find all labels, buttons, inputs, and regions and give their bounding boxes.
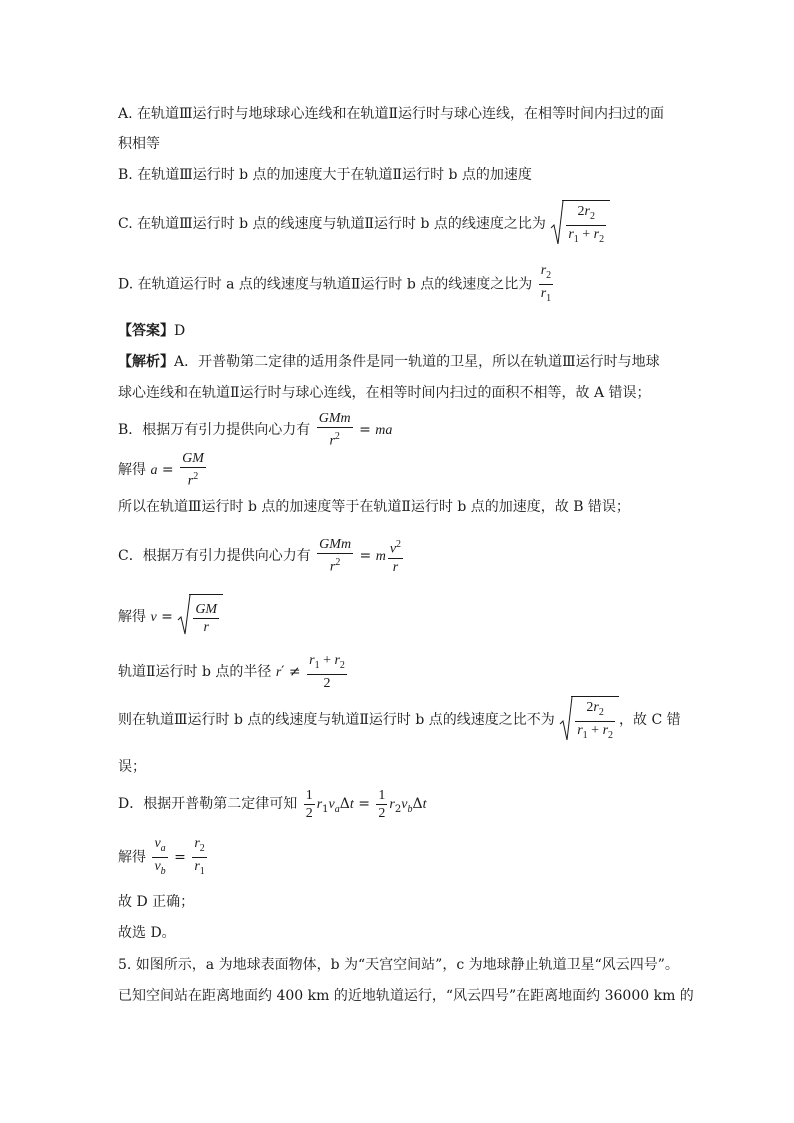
solve-label-c: 解得 (118, 609, 146, 625)
analysis-b-intro: B．根据万有引力提供向心力有 $\frac{\text{GMm}}{r^2}$ = ma (118, 411, 393, 449)
option-b: B. 在轨道Ⅲ运行时 b 点的加速度大于在轨道Ⅱ运行时 b 点的加速度 (118, 167, 532, 183)
analysis-c-conclusion-2: 误； (118, 759, 146, 775)
formula-v2-over-r: $\frac{v^2}{r}$ (388, 536, 403, 576)
analysis-c-solve: 解得 v = $\frac{GM}{r}$ (118, 594, 223, 640)
option-c (118, 200, 610, 248)
formula-gmm-over-r2-c: $\frac{\text{GMm}}{r^2}$ (319, 537, 352, 575)
analysis-line2: 球心连线和在轨道Ⅱ运行时与球心连线，在相等时间内扫过的面积不相等，故 A 错误； (118, 385, 651, 401)
analysis-text: A．开普勒第二定律的适用条件是同一轨道的卫星，所以在轨道Ⅲ运行时与地球 (174, 354, 660, 370)
option-d (118, 262, 555, 307)
analysis-c-conclusion (118, 696, 681, 744)
radius-text: 轨道Ⅱ运行时 b 点的半径 (118, 664, 272, 680)
question-5-line1: 5. 如图所示，a 为地球表面物体，b 为“天宫空间站”，c 为地球静止轨道卫星“风云四号”。 (118, 957, 679, 973)
formula-gmm-over-r2: $\frac{\text{GMm}}{r^2}$ (318, 411, 351, 449)
analysis-d-solve: 解得 $\frac{v_a}{v_b}$ = $\frac{r_2}{r_1}$ (118, 835, 209, 880)
question-5-line2: 已知空间站在距离地面约 400 km 的近地轨道运行，“风云四号”在距离地面约 36000 km 的 (118, 988, 694, 1004)
sqrt-2r2-over-r1r2-conc: $\frac{2r_2}{r_1 + r_2}$ (559, 696, 619, 744)
option-a-line1: A. 在轨道Ⅲ运行时与地球球心连线和在轨道Ⅱ运行时与球心连线，在相等时间内扫过的面 (118, 106, 665, 122)
analysis-d-intro: D．根据开普勒第二定律可知 $\frac{1}{2}$ $r_1v_a\Delta t$ = $\frac{1}{2}$ $r_2v_b\Delta t$ (118, 787, 427, 821)
formula-half-a: $\frac{1}{2}$ (305, 787, 313, 821)
analysis-final: 故选 D。 (118, 925, 176, 941)
option-c-text: C. 在轨道Ⅲ运行时 b 点的线速度与轨道Ⅱ运行时 b 点的线速度之比为 (118, 216, 546, 232)
answer-label: 【答案】 (118, 323, 174, 339)
analysis-d-correct: 故 D 正确； (118, 894, 195, 910)
answer-line (118, 321, 185, 341)
solve-label-d: 解得 (118, 849, 146, 866)
option-d-text: D. 在轨道运行时 a 点的线速度与轨道Ⅱ运行时 b 点的线速度之比为 (118, 276, 533, 293)
analysis-d-text: D．根据开普勒第二定律可知 (118, 796, 298, 812)
formula-r2-over-r1: $\frac{r_2}{r_1}$ (194, 836, 205, 877)
analysis-b-text: B．根据万有引力提供向心力有 (118, 422, 311, 438)
analysis-b-solve: 解得 a = $\frac{GM}{r^2}$ (118, 451, 204, 489)
fraction-r2-over-r1: $\frac{r_2}{r_1}$ (540, 263, 552, 304)
analysis-b-conclusion: 所以在轨道Ⅲ运行时 b 点的加速度等于在轨道Ⅱ运行时 b 点的加速度，故 B 错误； (118, 499, 630, 515)
formula-va-over-vb: $\frac{v_a}{v_b}$ (154, 836, 166, 877)
formula-half-b: $\frac{1}{2}$ (378, 787, 386, 821)
formula-gm-over-r2: $\frac{GM}{r^2}$ (182, 451, 204, 489)
analysis-c-intro: C．根据万有引力提供向心力有 $\frac{\text{GMm}}{r^2}$ = m $\frac{v^2}{r}$ (118, 537, 402, 575)
sqrt-2r2-over-r1r2: $\frac{2r_2}{r_1 + r_2}$ (550, 200, 610, 248)
option-a-line2: 积相等 (118, 136, 160, 152)
analysis-c-radius: 轨道Ⅱ运行时 b 点的半径 r′ ≠ $\frac{r_1 + r_2}{2}$ (118, 653, 345, 691)
analysis-line1 (118, 352, 660, 372)
answer-value: D (174, 323, 186, 339)
conclusion-text-b: ，故 C 错 (619, 712, 681, 728)
analysis-c-text: C．根据万有引力提供向心力有 (118, 548, 311, 564)
conclusion-text-a: 则在轨道Ⅲ运行时 b 点的线速度与轨道Ⅱ运行时 b 点的线速度之比不为 (118, 712, 555, 728)
formula-r1r2-over-2: $\frac{r_1 + r_2}{2}$ (309, 653, 345, 691)
analysis-label: 【解析】 (118, 354, 174, 370)
solve-label-b: 解得 (118, 462, 146, 478)
sqrt-gm-over-r: $\frac{GM}{r}$ (177, 594, 223, 640)
